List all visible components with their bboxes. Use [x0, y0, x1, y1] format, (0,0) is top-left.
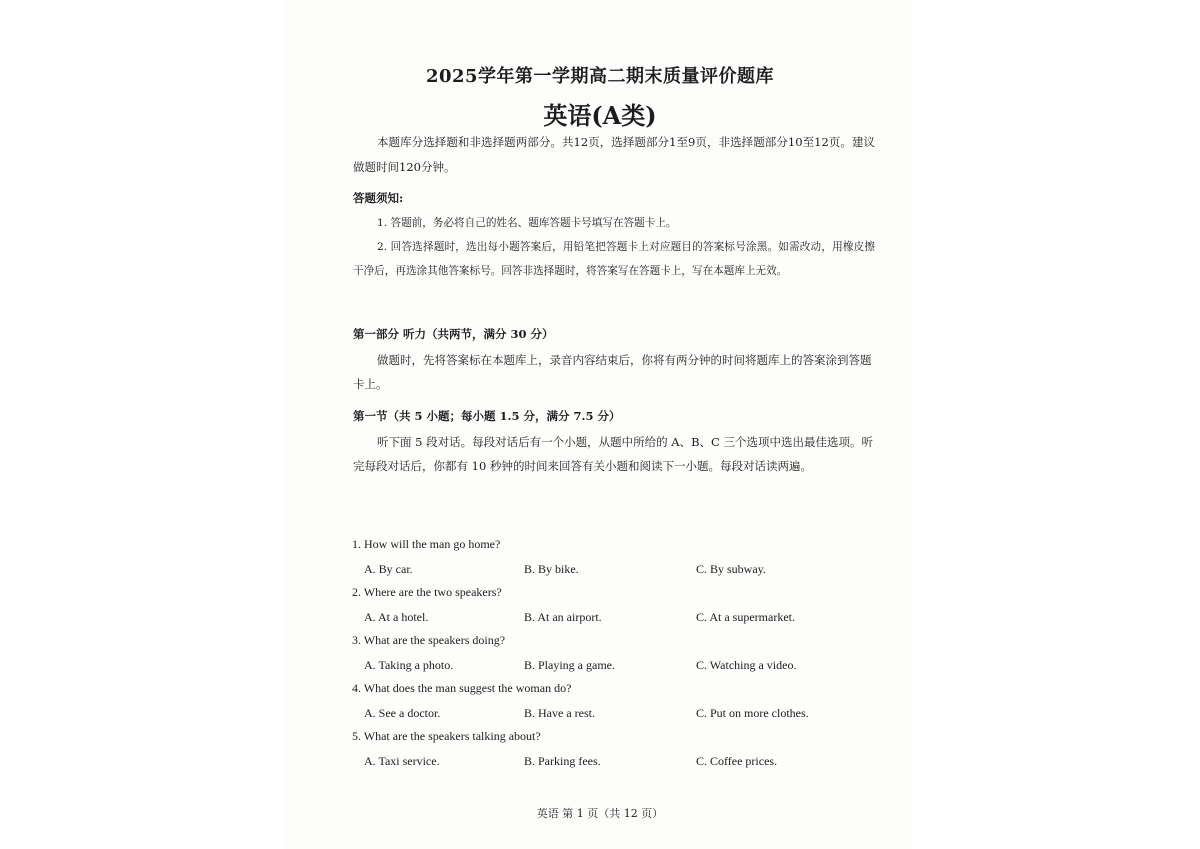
- question-stem: 1. How will the man go home?: [352, 537, 501, 551]
- part1-description: 做题时，先将答案标在本题库上，录音内容结束后，你将有两分钟的时间将题库上的答案涂到答题卡上。: [353, 353, 872, 391]
- question-5: [352, 725, 872, 773]
- option-a: A. See a doctor.: [364, 706, 441, 720]
- option-c: C. Put on more clothes.: [696, 706, 809, 720]
- question-stem: 3. What are the speakers doing?: [352, 633, 506, 647]
- exam-intro: 本题库分选择题和非选择题两部分。共12页，选择题部分1至9页，非选择题部分10至12页。建议做题时间120分钟。: [353, 135, 875, 174]
- question-list: [352, 533, 872, 773]
- question-stem: 4. What does the man suggest the woman do?: [352, 681, 572, 695]
- notice-title: 答题须知:: [353, 191, 404, 205]
- option-c: C. Coffee prices.: [696, 754, 778, 768]
- question-options: [352, 653, 872, 677]
- page-footer: 英语 第 1 页（共 12 页）: [536, 807, 664, 820]
- option-b: B. By bike.: [524, 562, 579, 576]
- option-b: B. At an airport.: [524, 610, 602, 624]
- option-a: A. By car.: [364, 562, 413, 576]
- notice-list: [353, 211, 875, 283]
- part1-title: 第一部分 听力（共两节，满分 30 分）: [353, 327, 554, 341]
- question-options: [352, 701, 872, 725]
- notice-item: 1. 答题前，务必将自己的姓名、题库答题卡号填写在答题卡上。: [377, 217, 677, 229]
- section1-description: 听下面 5 段对话。每段对话后有一个小题，从题中所给的 A、B、C 三个选项中选出最佳选项。听完每段对话后，你都有 10 秒钟的时间来回答有关小题和阅读下一小题。每段对话读两遍。: [353, 435, 873, 473]
- option-c: C. By subway.: [696, 562, 766, 576]
- option-c: C. Watching a video.: [696, 658, 797, 672]
- question-1: [352, 533, 872, 581]
- option-a: A. Taking a photo.: [364, 658, 454, 672]
- option-b: B. Have a rest.: [524, 706, 595, 720]
- question-options: [352, 557, 872, 581]
- question-options: [352, 605, 872, 629]
- exam-title: 2025学年第一学期高二期末质量评价题库: [425, 66, 775, 87]
- notice-item: 2. 回答选择题时，选出每小题答案后，用铅笔把答题卡上对应题目的答案标号涂黑。如需改动，用橡皮擦干净后，再选涂其他答案标号。回答非选择题时，将答案写在答题卡上，写在本题库上无效。: [353, 241, 875, 277]
- section1-title: 第一节（共 5 小题；每小题 1.5 分，满分 7.5 分）: [353, 409, 621, 423]
- question-4: [352, 677, 872, 725]
- question-3: [352, 629, 872, 677]
- option-b: B. Parking fees.: [524, 754, 601, 768]
- question-stem: 5. What are the speakers talking about?: [352, 729, 541, 743]
- question-stem: 2. Where are the two speakers?: [352, 585, 502, 599]
- option-c: C. At a supermarket.: [696, 610, 795, 624]
- option-b: B. Playing a game.: [524, 658, 615, 672]
- option-a: A. Taxi service.: [364, 754, 440, 768]
- question-options: [352, 749, 872, 773]
- exam-subtitle: 英语(A类): [543, 101, 657, 130]
- option-a: A. At a hotel.: [364, 610, 429, 624]
- question-2: [352, 581, 872, 629]
